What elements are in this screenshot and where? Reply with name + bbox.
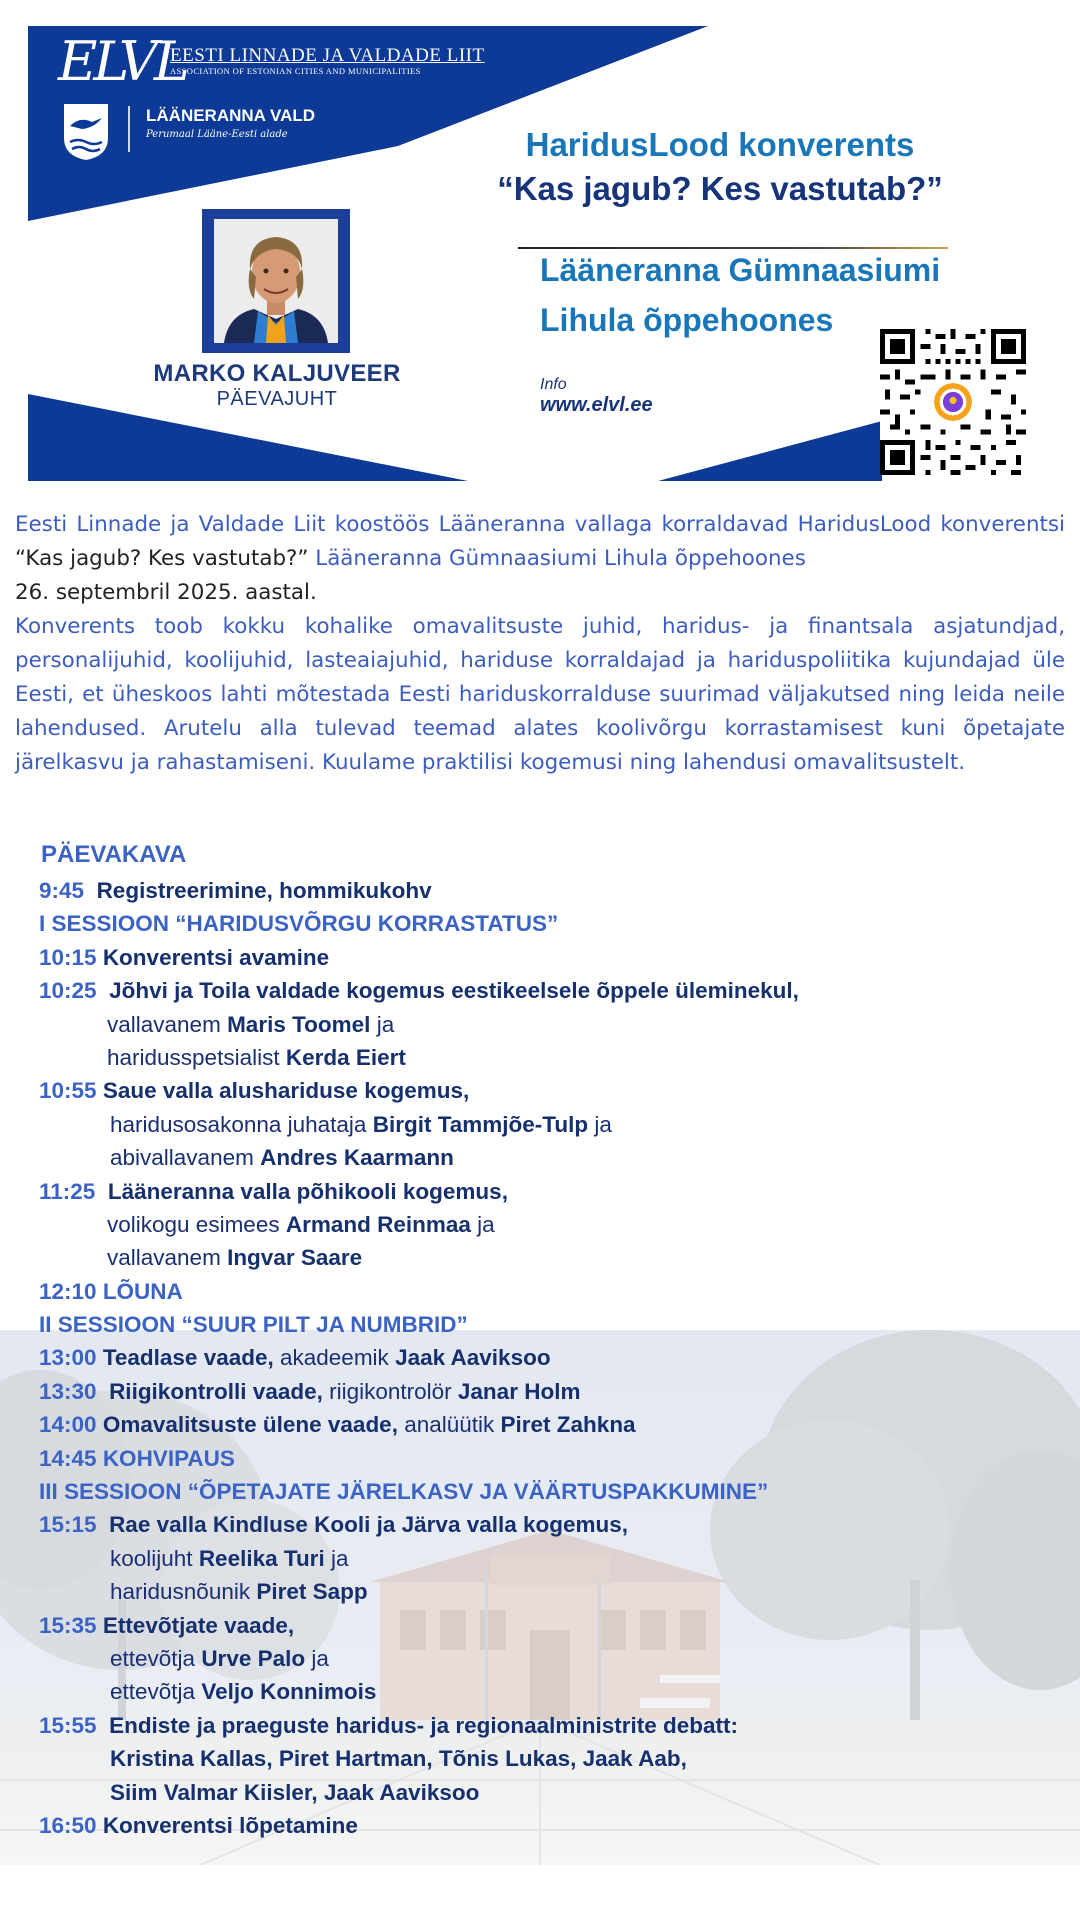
speaker-name: Armand Reinmaa [285,1211,471,1237]
agenda-item [39,1609,1059,1642]
agenda-time: 11:25 [39,1178,96,1204]
elvl-name: EESTI LINNADE JA VALDADE LIIT [170,45,485,66]
agenda-speaker [39,1575,1059,1608]
agenda-time: 16:50 [39,1812,97,1838]
agenda-time: 10:15 [39,944,97,970]
speaker-photo [202,209,350,353]
agenda-item [39,874,1059,907]
conjunction: ja [324,1545,349,1571]
speaker-role: haridusnõunik [110,1579,257,1605]
agenda-time: 10:55 [39,1078,97,1104]
agenda-time: 12:10 [39,1278,97,1304]
speaker-name: Andres Kaarmann [260,1145,454,1171]
speaker-role: vallavanem [107,1245,228,1271]
conference-banner [28,26,1043,481]
elvl-monogram-logo: ELVL [58,30,186,93]
intro-p1-date: 26. septembril 2025. aastal. [15,580,317,605]
agenda-time: 15:55 [39,1712,97,1738]
agenda-item [39,974,1059,1007]
speaker-role: PÄEVAJUHT [216,388,338,410]
speaker-name: Piret Zahkna [500,1412,636,1438]
agenda-item [39,1175,1059,1208]
session-heading: III SESSIOON “ÕPETAJATE JÄRELKASV JA VÄÄRTUSPAKKUMINE” [39,1479,769,1505]
agenda-text: Konverentsi avamine [102,944,330,970]
municipality-slogan: Perumaal Lääne-Eesti alade [146,129,288,140]
agenda-text: Riigikontrolli vaade, [109,1378,323,1404]
agenda-item [39,1375,1059,1408]
speaker-role: volikogu esimees [107,1211,286,1237]
agenda-speaker [39,1542,1059,1575]
agenda [39,836,1059,1842]
speaker-role: haridusosakonna juhataja [110,1111,373,1137]
agenda-item [39,941,1059,974]
speaker-role: koolijuht [110,1545,199,1571]
agenda-time: 14:00 [39,1412,97,1438]
speaker-name: Urve Palo [201,1645,306,1671]
speaker-role: ettevõtja [110,1645,202,1671]
agenda-text: Konverentsi lõpetamine [102,1812,358,1838]
agenda-speaker [39,1108,1059,1141]
agenda-text: KOHVIPAUS [102,1445,235,1471]
agenda-item [39,1709,1059,1742]
agenda-title: PÄEVAKAVA [41,841,187,868]
speaker-name: Veljo Konnimois [201,1679,377,1705]
agenda-time: 9:45 [39,878,85,903]
agenda-time: 14:45 [39,1445,97,1471]
agenda-speaker [39,1041,1059,1074]
agenda-text: Jõhvi ja Toila valdade kogemus eestikeelsele õppele üleminekul, [109,978,799,1004]
speaker-name: Janar Holm [457,1378,581,1404]
intro-paragraph-2: Konverents toob kokku kohalike omavalitsuste juhid, haridus- ja finantsala asjatundjad, personalijuhid, koolijuhid, lasteaiajuhid, hariduse korraldajad ja hariduspoliitika kujundajad üle Eesti, et üheskoos lahti mõtestada Eesti hariduskorralduse suurimad väljakutsed ning leida neile lahendused. Arutelu alla tulevad teemad alates koolivõrgu korrastamisest kuni õpetajate järelkasvu ja rahastamiseni. Kuulame praktilisi kogemusi ning lahendusi omavalitsustelt. [15,614,1065,775]
intro-p1-quote: “Kas jagub? Kes vastutab?” [15,546,309,571]
agenda-time: 13:00 [39,1345,97,1371]
agenda-text: Ettevõtjate vaade, [102,1612,295,1638]
conference-subtitle: “Kas jagub? Kes vastutab?” [497,170,943,207]
session-heading: I SESSIOON “HARIDUSVÕRGU KORRASTATUS” [39,911,559,937]
agenda-speaker [39,1141,1059,1174]
agenda-speaker [39,1008,1059,1041]
agenda-text: LÕUNA [102,1278,183,1304]
speaker-name: Kerda Eiert [285,1044,406,1070]
agenda-text: Saue valla alushariduse kogemus, [102,1078,470,1104]
agenda-item [39,1408,1059,1441]
speaker-name: Reelika Turi [198,1545,325,1571]
agenda-panelists: Kristina Kallas, Piret Hartman, Tõnis Lukas, Jaak Aab, [110,1746,687,1772]
conjunction: ja [370,1011,395,1037]
logo-divider [128,106,130,152]
speaker-name: Birgit Tammjõe-Tulp [372,1111,589,1137]
speaker-role: analüütik [397,1412,501,1438]
intro-text [15,508,1065,780]
venue-line-2: Lihula õppehoones [540,302,834,338]
info-label: Info [540,376,567,393]
speaker-role: akadeemik [273,1345,396,1371]
conjunction: ja [470,1211,495,1237]
speaker-name: Maris Toomel [227,1011,371,1037]
agenda-time: 10:25 [39,978,97,1004]
agenda-item [39,1074,1059,1107]
title-divider [518,247,948,249]
speaker-role: abivallavanem [110,1145,261,1171]
speaker-role: haridusspetsialist [107,1044,286,1070]
intro-paragraph-1 [15,508,1065,610]
agenda-item [39,1275,1059,1308]
agenda-text: Rae valla Kindluse Kooli ja Järva valla kogemus, [109,1512,629,1538]
agenda-text: Endiste ja praeguste haridus- ja regionaalministrite debatt: [109,1712,738,1738]
agenda-speaker [39,1675,1059,1708]
speaker-role: riigikontrolör [322,1378,458,1404]
agenda-time: 15:15 [39,1512,97,1538]
agenda-speaker [39,1642,1059,1675]
agenda-item [39,1341,1059,1374]
speaker-role: vallavanem [107,1011,228,1037]
agenda-item [39,1809,1059,1842]
elvl-subtitle: ASSOCIATION OF ESTONIAN CITIES AND MUNICIPALITIES [170,66,421,76]
speaker-role: ettevõtja [110,1679,202,1705]
agenda-text: Registreerimine, hommikukohv [96,878,432,903]
speaker-portrait-image [214,219,338,343]
municipality-name: LÄÄNERANNA VALD [146,106,316,125]
agenda-text: Lääneranna valla põhikooli kogemus, [107,1178,508,1204]
speaker-name: Jaak Aaviksoo [395,1345,551,1371]
speaker-name: Ingvar Saare [227,1245,363,1271]
agenda-time: 15:35 [39,1612,97,1638]
agenda-text: Teadlase vaade, [102,1345,274,1371]
laaneranna-crest-icon [62,102,110,162]
agenda-speaker [39,1241,1059,1274]
conference-title: HaridusLood konverents [525,126,915,163]
conjunction: ja [588,1111,612,1137]
agenda-item [39,1508,1059,1541]
qr-code-icon[interactable] [880,329,1026,475]
intro-p1-venue: Lääneranna Gümnaasiumi Lihula õppehoones [308,546,806,571]
agenda-item [39,1442,1059,1475]
info-url[interactable]: www.elvl.ee [540,394,653,416]
speaker-name: Piret Sapp [256,1579,368,1605]
session-heading: II SESSIOON “SUUR PILT JA NUMBRID” [39,1312,468,1338]
agenda-panelists: Siim Valmar Kiisler, Jaak Aaviksoo [110,1779,480,1805]
intro-p1-start: Eesti Linnade ja Valdade Liit koostöös Lääneranna vallaga korraldavad HaridusLood konverentsi [15,512,1065,537]
agenda-text: Omavalitsuste ülene vaade, [102,1412,398,1438]
speaker-name: MARKO KALJUVEER [153,360,401,387]
venue-line-1: Lääneranna Gümnaasiumi [540,252,941,288]
agenda-time: 13:30 [39,1378,97,1404]
conjunction: ja [305,1645,329,1671]
agenda-speaker [39,1208,1059,1241]
